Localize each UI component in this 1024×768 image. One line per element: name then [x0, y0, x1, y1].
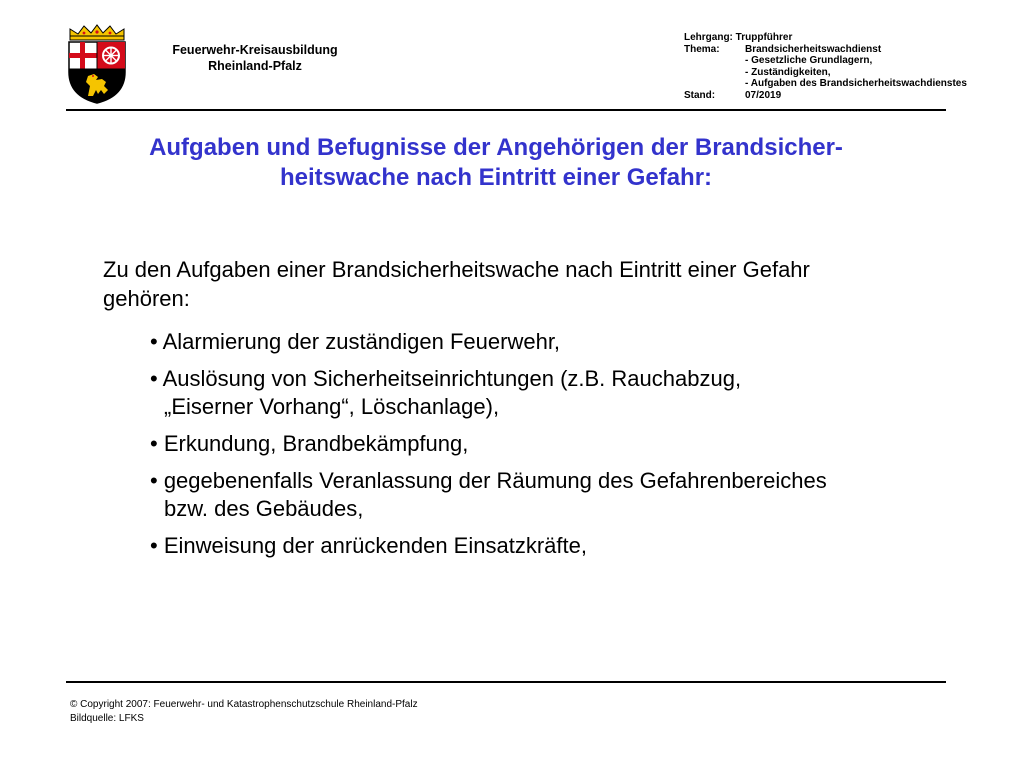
course-info	[684, 32, 967, 102]
intro-line-2: gehören:	[103, 286, 190, 311]
intro-text	[103, 255, 963, 313]
topic-sub-row-3	[684, 78, 967, 90]
footer	[70, 698, 418, 726]
list-item	[150, 532, 970, 560]
course-label: Lehrgang:	[684, 32, 733, 43]
slide-title-line-2: heitswache nach Eintritt einer Gefahr:	[279, 164, 713, 191]
organization-line-2: Rheinland-Pfalz	[208, 59, 302, 73]
organization-line-1: Feuerwehr-Kreisausbildung	[172, 43, 338, 57]
list-item-text: • gegebenenfalls Veranlassung der Räumung des Gefahrenbereiches	[150, 468, 827, 493]
slide-title	[40, 133, 952, 193]
topic-sub-1: - Gesetzliche Grundlagern,	[745, 55, 873, 67]
task-list	[150, 328, 970, 569]
coat-of-arms-icon	[66, 24, 128, 104]
list-item	[150, 430, 970, 458]
copyright-text: © Copyright 2007: Feuerwehr- und Katastrophenschutzschule Rheinland-Pfalz	[70, 699, 418, 710]
list-item-text: • Auslösung von Sicherheitseinrichtungen (z.B. Rauchabzug,	[150, 366, 742, 391]
topic-label: Thema:	[684, 43, 720, 55]
status-label: Stand:	[684, 89, 716, 101]
list-item-text: • Alarmierung der zuständigen Feuerwehr,	[150, 329, 561, 354]
topic-sub-2: - Zuständigkeiten,	[745, 66, 831, 78]
intro-line-1: Zu den Aufgaben einer Brandsicherheitswache nach Eintritt einer Gefahr	[103, 257, 810, 282]
footer-divider	[66, 681, 946, 683]
list-item	[150, 328, 970, 356]
list-item	[150, 467, 970, 523]
course-value: Truppführer	[735, 32, 793, 43]
header-divider	[66, 109, 946, 111]
list-item-text: • Erkundung, Brandbekämpfung,	[150, 431, 469, 456]
status-value: 07/2019	[745, 89, 782, 101]
list-item	[150, 365, 970, 421]
topic-row	[684, 44, 967, 56]
course-row	[684, 32, 967, 44]
slide-title-line-1: Aufgaben und Befugnisse der Angehörigen der Brandsicher-	[149, 134, 843, 161]
topic-sub-3: - Aufgaben des Brandsicherheitswachdienstes	[745, 78, 967, 90]
topic-value: Brandsicherheitswachdienst	[745, 43, 882, 55]
list-item-continuation: „Eiserner Vorhang“, Löschanlage),	[164, 394, 500, 419]
status-row	[684, 90, 967, 102]
topic-sub-row-2	[684, 67, 967, 79]
topic-sub-row-1	[684, 55, 967, 67]
organization-name	[140, 42, 370, 74]
list-item-continuation: bzw. des Gebäudes,	[164, 496, 364, 521]
image-source-text: Bildquelle: LFKS	[70, 713, 144, 724]
list-item-text: • Einweisung der anrückenden Einsatzkräfte,	[150, 533, 587, 558]
